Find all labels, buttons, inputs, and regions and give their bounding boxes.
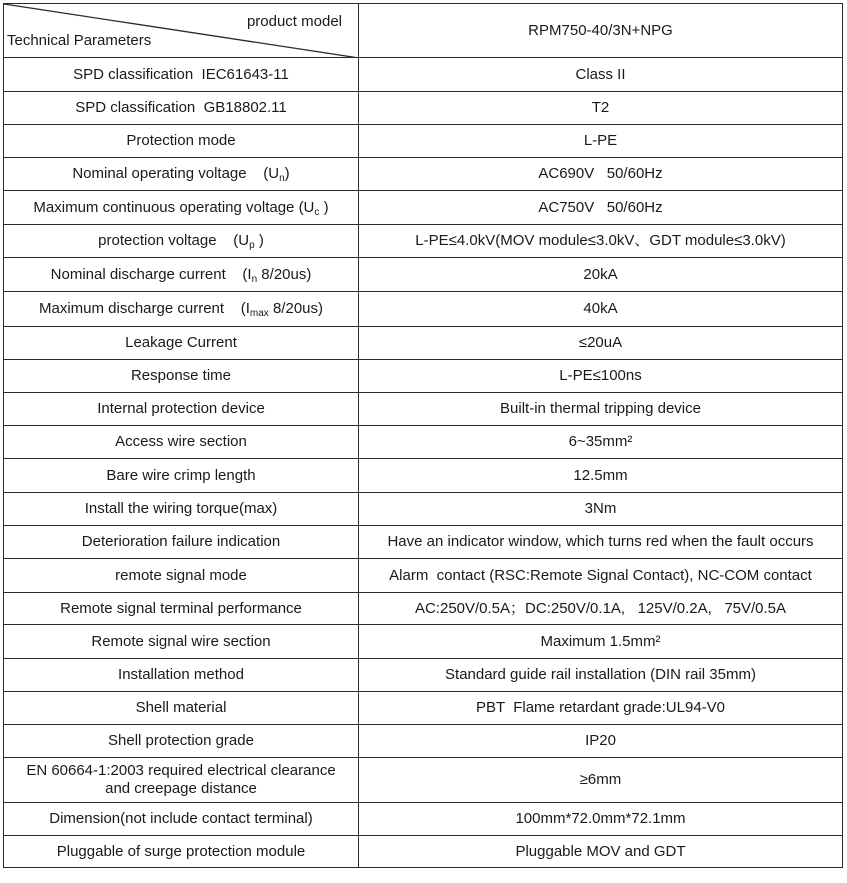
parameter-label: Maximum discharge current (I [38, 300, 250, 317]
product-model-label: product model [246, 13, 342, 30]
parameter-label: Internal protection device [97, 400, 265, 417]
table-row [4, 625, 843, 659]
parameter-label: Maximum continuous operating voltage (U [33, 198, 315, 216]
table-row [4, 225, 843, 258]
parameter-label: SPD classification IEC61643-11 [73, 65, 289, 83]
parameter-label: Installation method [118, 666, 244, 683]
table-row [4, 459, 843, 493]
parameter-label: Leakage Current [125, 334, 237, 351]
value-cell: Maximum 1.5mm² [359, 625, 843, 659]
table-row [4, 327, 843, 360]
parameter-cell [4, 360, 359, 393]
table-row [4, 692, 843, 725]
parameter-cell [4, 125, 359, 158]
parameter-cell [4, 426, 359, 459]
parameter-label: Remote signal wire section [91, 632, 271, 650]
table-row [4, 58, 843, 92]
parameter-label: Access wire section [115, 433, 247, 450]
table-row [4, 659, 843, 692]
table-row [4, 125, 843, 158]
parameter-label: Nominal operating voltage (U [72, 165, 280, 182]
technical-parameters-table [3, 3, 843, 868]
parameter-cell [4, 803, 359, 836]
value-cell: 6~35mm² [359, 426, 843, 459]
parameter-subscript: n [251, 273, 258, 285]
table-row [4, 393, 843, 426]
value-cell: Pluggable MOV and GDT [359, 836, 843, 868]
parameter-subscript: max [249, 308, 269, 319]
value-cell: 12.5mm [359, 459, 843, 493]
parameter-cell [4, 191, 359, 225]
table-row [4, 292, 843, 327]
parameter-label: Protection mode [126, 132, 236, 149]
parameter-subscript: c [314, 206, 320, 218]
parameter-label: Bare wire crimp length [106, 466, 256, 484]
parameter-cell [4, 593, 359, 625]
parameter-label: Dimension(not include contact terminal) [49, 810, 313, 827]
value-cell: IP20 [359, 725, 843, 758]
table-row [4, 493, 843, 526]
parameter-subscript: p [249, 240, 255, 251]
product-model-value: RPM750-40/3N+NPG [359, 4, 843, 58]
parameter-cell [4, 92, 359, 125]
parameter-label: Nominal discharge current (I [50, 265, 252, 283]
parameter-label: Shell protection grade [108, 732, 254, 749]
value-cell: AC750V 50/60Hz [359, 191, 843, 225]
table-row [4, 92, 843, 125]
parameter-label: Deterioration failure indication [81, 533, 281, 550]
parameter-label: remote signal mode [115, 566, 247, 584]
parameter-label: EN 60664-1:2003 required electrical clearance [26, 762, 336, 779]
parameter-label: SPD classification GB18802.11 [75, 99, 287, 116]
parameter-cell [4, 225, 359, 258]
value-cell: 40kA [359, 292, 843, 327]
parameter-cell [4, 493, 359, 526]
value-cell: ≥6mm [359, 758, 843, 803]
parameter-label-suffix: ) [254, 232, 264, 249]
table-row [4, 258, 843, 292]
parameter-cell [4, 526, 359, 559]
parameter-cell [4, 725, 359, 758]
value-cell: 20kA [359, 258, 843, 292]
value-cell: PBT Flame retardant grade:UL94-V0 [359, 692, 843, 725]
parameter-cell [4, 559, 359, 593]
parameter-label: Shell material [135, 699, 227, 716]
parameter-cell [4, 659, 359, 692]
table-row [4, 526, 843, 559]
parameter-cell [4, 758, 359, 803]
table-row [4, 360, 843, 393]
header-corner-cell [4, 4, 359, 58]
parameter-cell [4, 292, 359, 327]
value-cell: AC:250V/0.5A；DC:250V/0.1A, 125V/0.2A, 75V/0.5A [359, 593, 843, 625]
parameter-cell [4, 692, 359, 725]
value-cell: Built-in thermal tripping device [359, 393, 843, 426]
parameter-label: and creepage distance [105, 780, 257, 797]
value-cell: Class II [359, 58, 843, 92]
table-row [4, 426, 843, 459]
parameter-cell [4, 327, 359, 360]
parameter-label: Remote signal terminal performance [60, 599, 302, 617]
table-row [4, 593, 843, 625]
parameter-label-suffix: 8/20us) [268, 300, 323, 317]
value-cell: Standard guide rail installation (DIN rail 35mm) [359, 659, 843, 692]
parameter-label: Pluggable of surge protection module [56, 842, 306, 860]
value-cell: L-PE≤100ns [359, 360, 843, 393]
parameter-cell [4, 258, 359, 292]
value-cell: L-PE [359, 125, 843, 158]
table-row [4, 725, 843, 758]
table-row [4, 758, 843, 803]
value-cell: Alarm contact (RSC:Remote Signal Contact), NC-COM contact [359, 559, 843, 593]
technical-parameters-label: Technical Parameters [7, 32, 152, 49]
parameter-label-suffix: ) [284, 165, 290, 182]
parameter-cell [4, 625, 359, 659]
header-row [4, 4, 843, 58]
value-cell: ≤20uA [359, 327, 843, 360]
table-row [4, 559, 843, 593]
value-cell: T2 [359, 92, 843, 125]
table-row [4, 191, 843, 225]
parameter-cell [4, 393, 359, 426]
parameter-label: Response time [130, 367, 232, 384]
table-row [4, 803, 843, 836]
value-cell: AC690V 50/60Hz [359, 158, 843, 191]
parameter-cell [4, 459, 359, 493]
parameter-label: Install the wiring torque(max) [84, 500, 278, 517]
parameter-label-suffix: ) [319, 198, 329, 216]
table-row [4, 158, 843, 191]
parameter-label: protection voltage (U [98, 232, 250, 249]
value-cell: 3Nm [359, 493, 843, 526]
value-cell: Have an indicator window, which turns red when the fault occurs [359, 526, 843, 559]
parameter-cell [4, 158, 359, 191]
parameter-cell [4, 836, 359, 868]
value-cell: 100mm*72.0mm*72.1mm [359, 803, 843, 836]
value-cell: L-PE≤4.0kV(MOV module≤3.0kV、GDT module≤3.0kV) [359, 225, 843, 258]
parameter-subscript: n [279, 173, 285, 184]
parameter-cell [4, 58, 359, 92]
table-row [4, 836, 843, 868]
parameter-label-suffix: 8/20us) [257, 265, 312, 283]
